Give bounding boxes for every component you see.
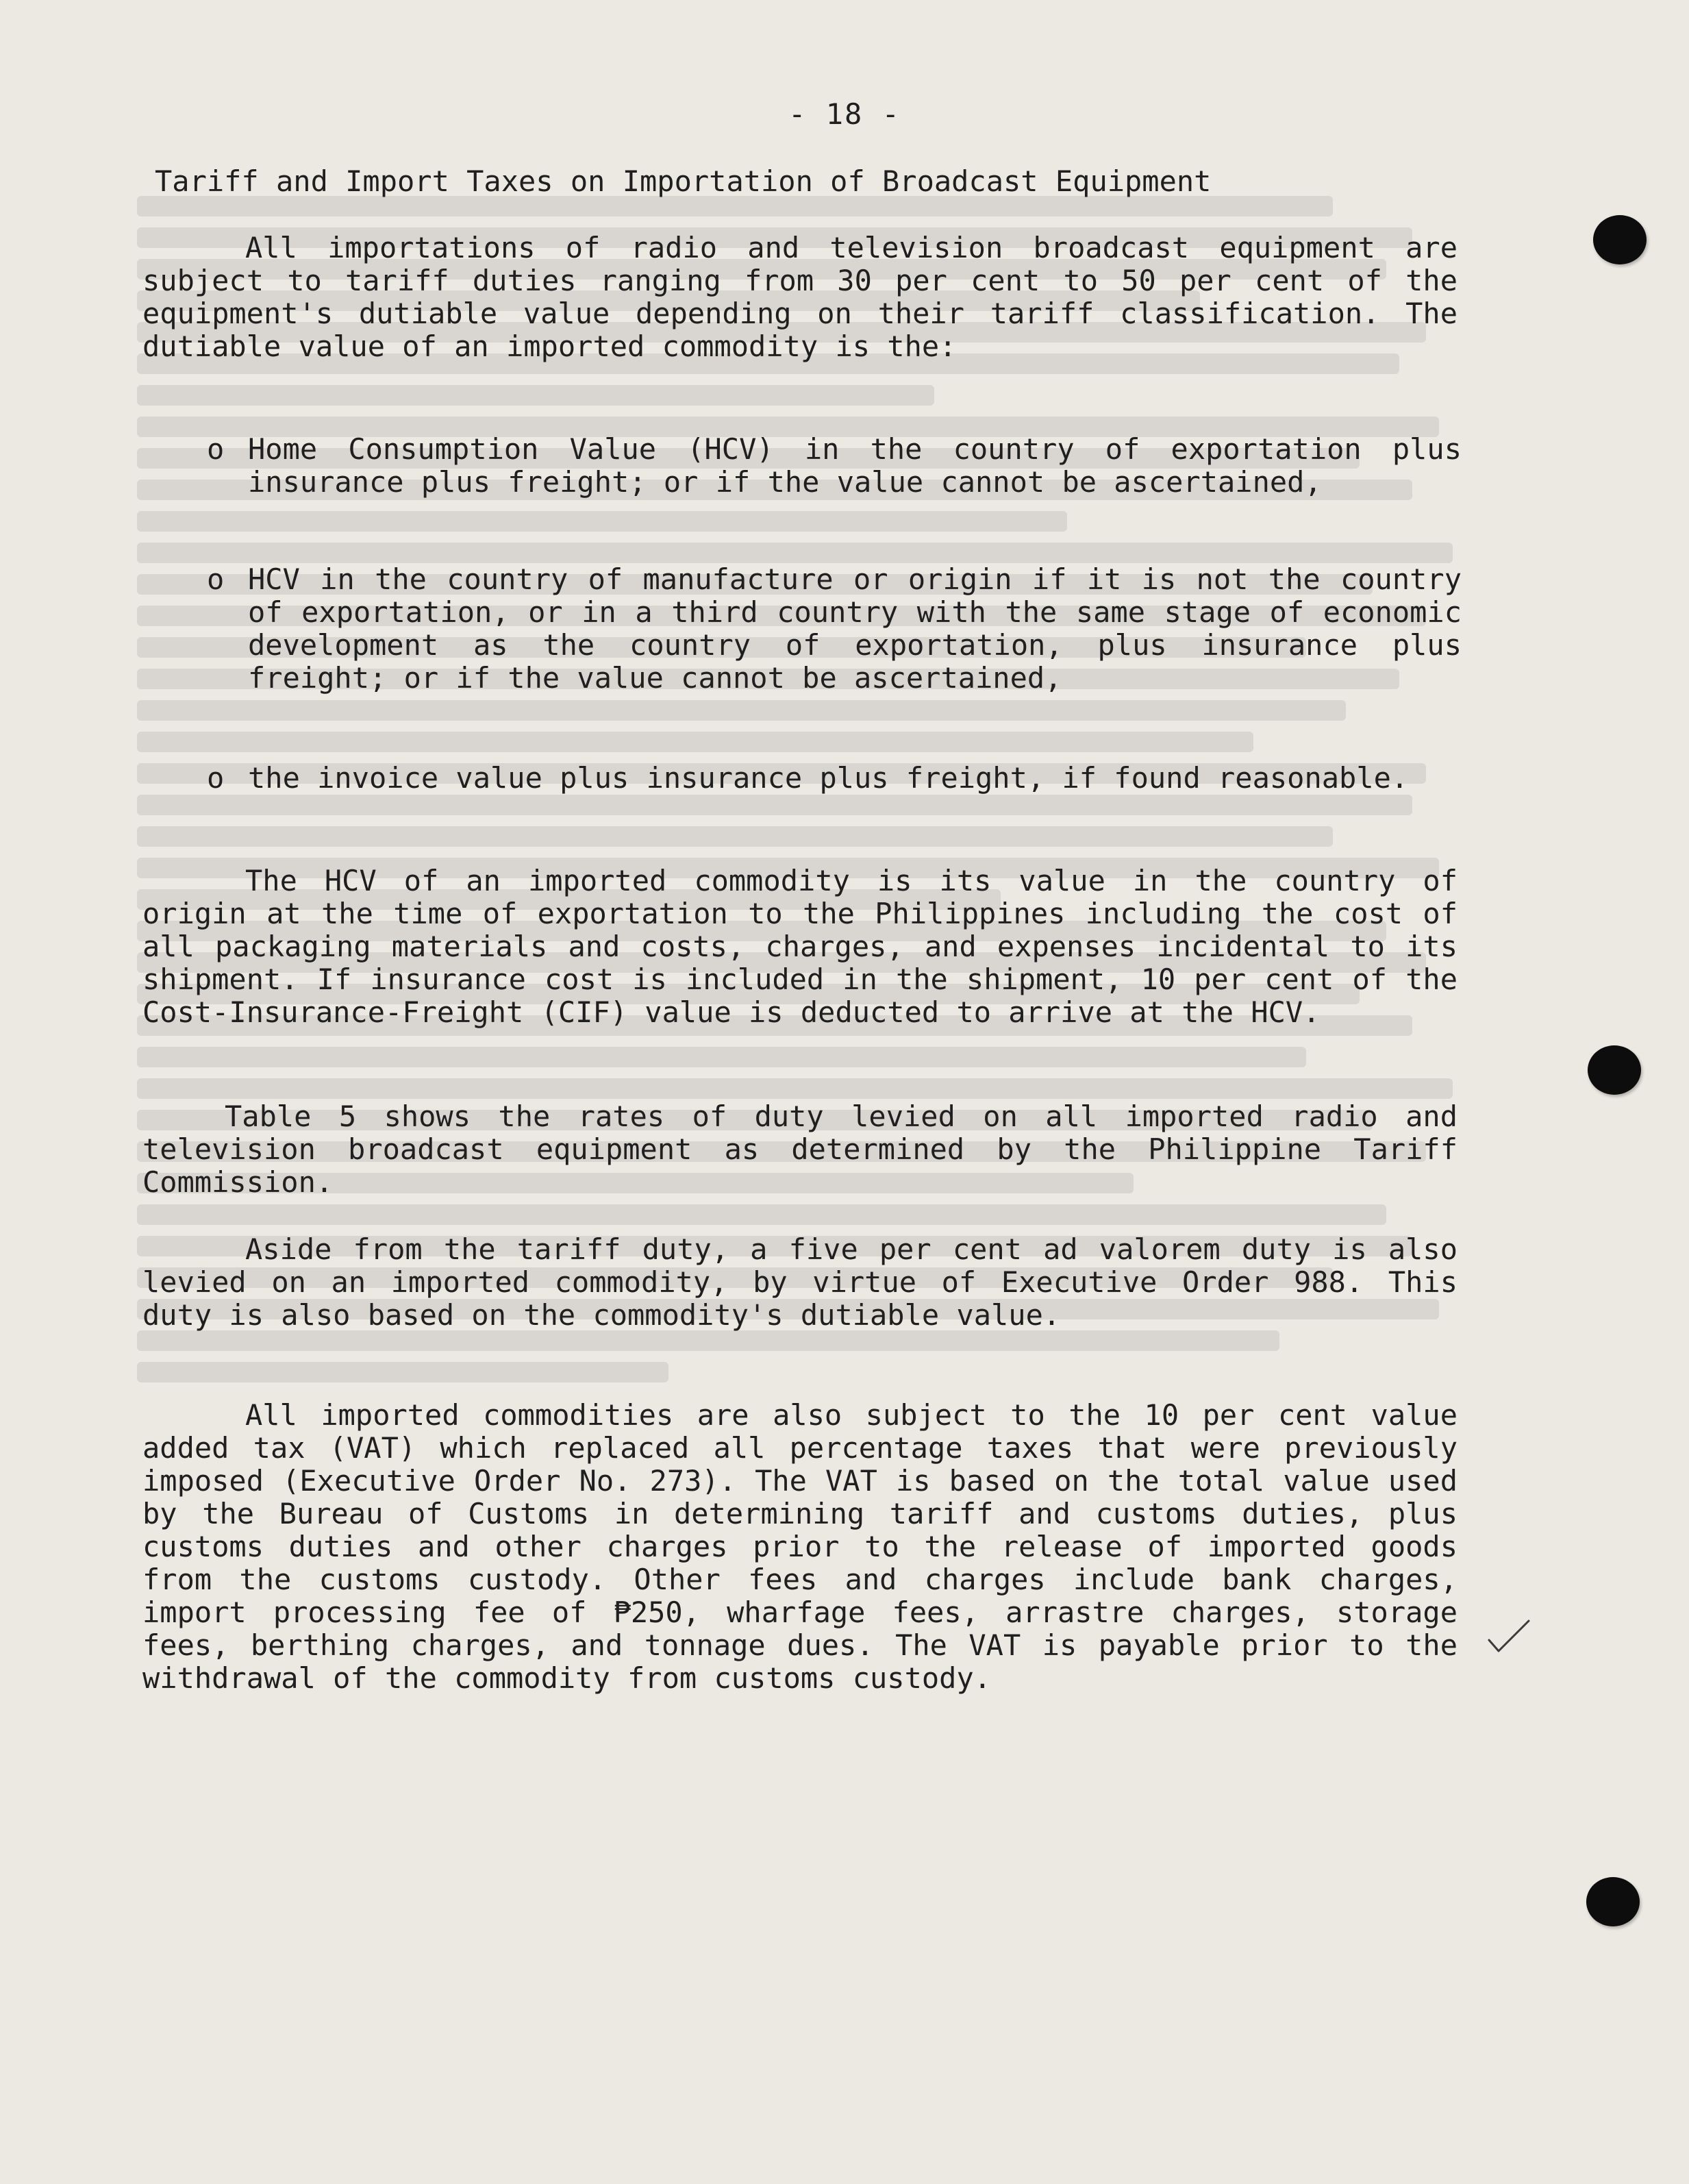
paragraph-text: All importations of radio and television broadcast equipment are subject to tariff duties ranging from 30 per cent to 50 per cent of the equipment's dutiable value depending on their tariff classification. The dutiable value of an imported commodity is the: [142, 231, 1457, 363]
section-heading: Tariff and Import Taxes on Importation of Broadcast Equipment [155, 164, 1212, 198]
paragraph-tariff-duties [142, 232, 1457, 363]
bullet-marker: o [207, 761, 225, 795]
paragraph-text: Table 5 shows the rates of duty levied on all imported radio and television broadcast equipment as determined by the Philippine Tariff Commission. [142, 1100, 1457, 1199]
list-item-hcv-export [207, 432, 1462, 499]
paragraph-ad-valorem [142, 1233, 1457, 1332]
paragraph-hcv-definition [142, 865, 1457, 1029]
paragraph-text: All imported commodities are also subject to the 10 per cent value added tax (VAT) which replaced all percentage taxes that were previously imposed (Executive Order No. 273). The VAT is based on the total value used by the Bureau of Customs in determining tariff and customs duties, plus customs duties and other charges prior to the release of imported goods from the customs custody. Other fees and charges include bank charges, import processing fee of ₱250, wharfage fees, arrastre charges, storage fees, berthing charges, and tonnage dues. The VAT is payable prior to the withdrawal of the commodity from customs custody. [142, 1398, 1457, 1695]
bullet-marker: o [207, 432, 225, 466]
list-item-hcv-origin [207, 562, 1462, 695]
paragraph-table-5 [142, 1100, 1457, 1199]
list-item-text: Home Consumption Value (HCV) in the country of exportation plus insurance plus freight; or if the value cannot be ascertained, [248, 432, 1462, 499]
punch-hole-top [1593, 215, 1647, 264]
punch-hole-middle [1588, 1045, 1641, 1095]
punch-hole-bottom [1586, 1877, 1640, 1926]
list-item-invoice-value [207, 761, 1462, 795]
checkmark-icon [1485, 1617, 1533, 1658]
paragraph-text: Aside from the tariff duty, a five per cent ad valorem duty is also levied on an imported commodity, by virtue of Executive Order 988. This duty is also based on the commodity's dutiable value. [142, 1232, 1457, 1332]
paragraph-vat [142, 1399, 1457, 1695]
paragraph-text: The HCV of an imported commodity is its value in the country of origin at the time of exportation to the Philippines including the cost of all packaging materials and costs, charges, and expenses incidental to its shipment. If insurance cost is included in the shipment, 10 per cent of the Cost-Insurance-Freight (CIF) value is deducted to arrive at the HCV. [142, 864, 1457, 1029]
list-item-text: the invoice value plus insurance plus freight, if found reasonable. [248, 761, 1409, 795]
page-number: - 18 - [788, 97, 901, 131]
list-item-text: HCV in the country of manufacture or origin if it is not the country of exportation, or in a third country with the same stage of economic development as the country of exportation, plus insurance plus freight; or if the value cannot be ascertained, [248, 562, 1462, 695]
bullet-marker: o [207, 562, 225, 596]
